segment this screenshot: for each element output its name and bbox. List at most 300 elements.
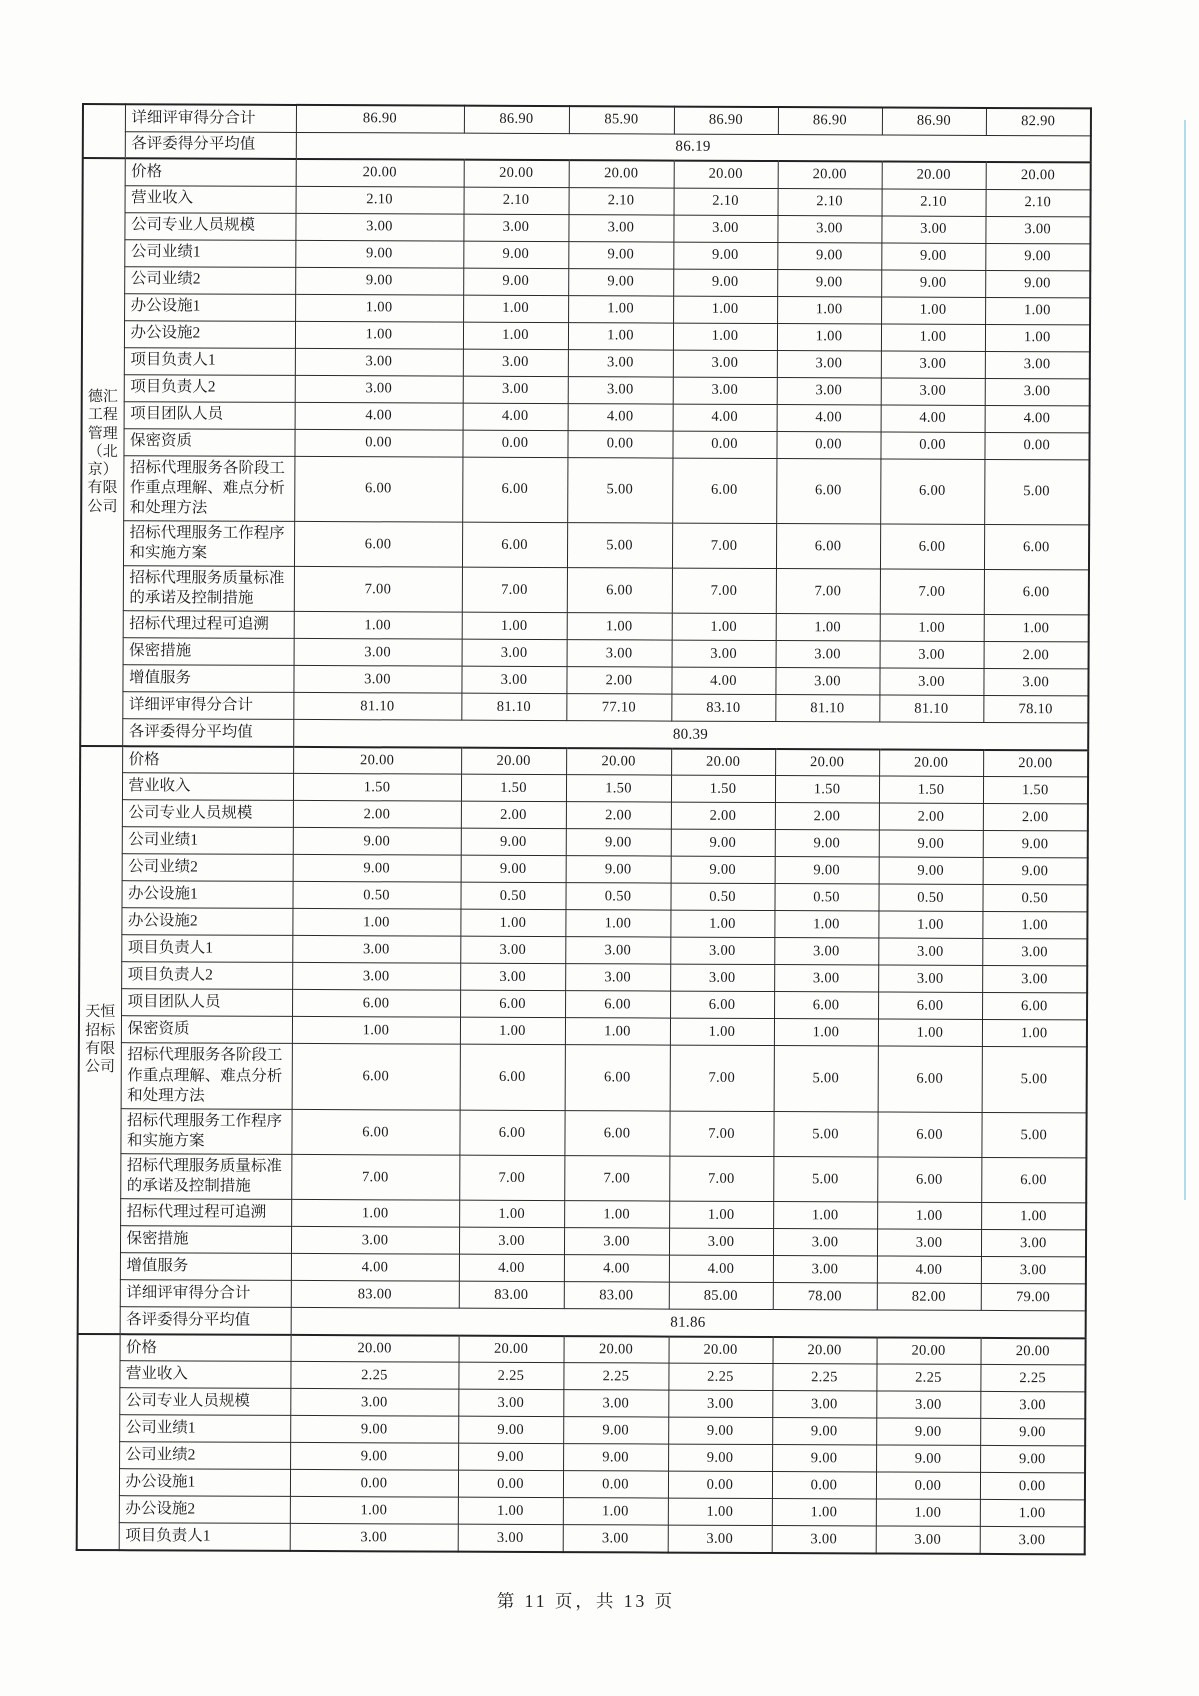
- score-cell: 2.00: [879, 803, 983, 830]
- criteria-label-cell: 招标代理过程可追溯: [120, 1199, 291, 1227]
- score-cell: 3.00: [290, 1389, 458, 1417]
- score-cell: 0.00: [776, 431, 880, 458]
- score-cell: 3.00: [293, 666, 461, 694]
- score-cell: 0.50: [982, 885, 1087, 912]
- score-cell: 3.00: [881, 215, 985, 242]
- score-cell: 1.00: [292, 909, 460, 937]
- score-cell: 7.00: [459, 1155, 564, 1201]
- criteria-label-cell: 价格: [120, 1334, 291, 1362]
- score-cell: 1.00: [292, 1017, 460, 1045]
- average-score-cell: 86.19: [296, 132, 1091, 162]
- score-cell: 4.00: [568, 403, 673, 430]
- score-cell: 3.00: [773, 1229, 877, 1256]
- criteria-label-cell: 公司业绩2: [124, 266, 295, 294]
- score-cell: 9.00: [668, 1418, 772, 1445]
- score-cell: 1.00: [669, 1202, 773, 1229]
- score-cell: 1.00: [878, 911, 982, 938]
- score-cell: 6.00: [776, 458, 880, 524]
- score-cell: 6.00: [565, 1045, 670, 1111]
- score-cell: 20.00: [882, 161, 986, 188]
- score-cell: 1.00: [985, 324, 1090, 351]
- score-cell: 3.00: [981, 1257, 1086, 1284]
- score-cell: 2.00: [566, 667, 671, 694]
- score-cell: 3.00: [980, 1392, 1085, 1419]
- score-cell: 1.00: [777, 296, 881, 323]
- score-cell: 1.00: [565, 1018, 670, 1045]
- score-cell: 6.00: [460, 1045, 565, 1111]
- score-cell: 6.00: [294, 456, 462, 522]
- score-cell: 20.00: [293, 747, 461, 775]
- score-cell: 86.90: [674, 107, 778, 134]
- score-cell: 3.00: [565, 937, 670, 964]
- table-row: [79, 1043, 1087, 1113]
- score-cell: 2.10: [986, 189, 1091, 216]
- score-cell: 1.00: [294, 612, 462, 640]
- score-cell: 3.00: [563, 1525, 668, 1552]
- score-cell: 9.00: [566, 829, 671, 856]
- score-cell: 3.00: [564, 1228, 669, 1255]
- score-cell: 0.00: [772, 1472, 876, 1499]
- score-cell: 6.00: [877, 1112, 981, 1158]
- score-cell: 2.25: [876, 1364, 980, 1391]
- score-cell: 6.00: [564, 1111, 669, 1157]
- criteria-label-cell: 招标代理服务各阶段工作重点理解、难点分析和处理方法: [123, 455, 294, 521]
- score-cell: 6.00: [459, 1110, 564, 1156]
- score-cell: 9.00: [876, 1418, 980, 1445]
- score-cell: 20.00: [566, 748, 671, 775]
- score-cell: 1.00: [458, 1498, 563, 1525]
- score-cell: 1.50: [293, 774, 461, 802]
- score-cell: 6.00: [567, 568, 672, 614]
- criteria-label-cell: 公司业绩2: [119, 1442, 290, 1470]
- score-cell: 3.00: [462, 640, 567, 667]
- criteria-label-cell: 项目团队人员: [124, 401, 295, 429]
- score-cell: 9.00: [777, 269, 881, 296]
- score-cell: 9.00: [461, 829, 566, 856]
- score-cell: 6.00: [462, 457, 567, 523]
- score-cell: 20.00: [671, 749, 775, 776]
- score-cell: 1.00: [982, 1020, 1087, 1047]
- score-cell: 1.00: [460, 910, 565, 937]
- score-cell: 9.00: [985, 243, 1090, 270]
- score-cell: 9.00: [673, 242, 777, 269]
- score-cell: 20.00: [983, 750, 1088, 777]
- score-cell: 9.00: [293, 855, 461, 883]
- score-cell: 6.00: [292, 1044, 460, 1110]
- score-cell: 1.00: [462, 613, 567, 640]
- score-cell: 4.00: [881, 404, 985, 431]
- score-cell: 1.00: [880, 614, 984, 641]
- score-cell: 1.00: [568, 295, 673, 322]
- criteria-label-cell: 详细评审得分合计: [125, 104, 296, 132]
- score-cell: 20.00: [778, 161, 882, 188]
- score-cell: 6.00: [292, 990, 460, 1018]
- score-cell: 7.00: [880, 569, 984, 615]
- score-cell: 1.00: [982, 912, 1087, 939]
- score-cell: 20.00: [569, 160, 674, 187]
- score-cell: 3.00: [568, 349, 673, 376]
- score-cell: 5.00: [773, 1157, 877, 1203]
- score-cell: 20.00: [773, 1337, 877, 1364]
- score-cell: 3.00: [291, 1227, 459, 1255]
- score-cell: 9.00: [458, 1417, 563, 1444]
- score-cell: 1.00: [878, 1019, 982, 1046]
- criteria-label-cell: 公司专业人员规模: [119, 1388, 290, 1416]
- criteria-label-cell: 保密资质: [123, 428, 294, 456]
- score-cell: 85.90: [569, 106, 674, 133]
- score-cell: 6.00: [774, 992, 878, 1019]
- score-cell: 3.00: [981, 1230, 1086, 1257]
- score-cell: 4.00: [463, 403, 568, 430]
- score-cell: 2.10: [882, 188, 986, 215]
- table-row: [81, 566, 1089, 616]
- score-cell: 5.00: [773, 1111, 877, 1157]
- score-cell: 7.00: [672, 523, 776, 569]
- criteria-label-cell: 办公设施1: [119, 1469, 290, 1497]
- score-cell: 86.90: [296, 105, 464, 133]
- criteria-label-cell: 详细评审得分合计: [122, 692, 293, 720]
- score-cell: 4.00: [459, 1255, 564, 1282]
- score-cell: 5.00: [567, 523, 672, 569]
- score-cell: 83.00: [564, 1282, 669, 1309]
- score-cell: 7.00: [670, 1046, 774, 1112]
- score-cell: 1.00: [777, 323, 881, 350]
- score-cell: 9.00: [463, 268, 568, 295]
- score-cell: 3.00: [668, 1391, 772, 1418]
- criteria-label-cell: 办公设施2: [119, 1496, 290, 1524]
- score-cell: 9.00: [668, 1445, 772, 1472]
- score-cell: 3.00: [568, 376, 673, 403]
- score-cell: 6.00: [982, 993, 1087, 1020]
- score-cell: 3.00: [982, 966, 1087, 993]
- score-cell: 2.25: [772, 1364, 876, 1391]
- score-cell: 3.00: [565, 964, 670, 991]
- score-cell: 81.10: [775, 695, 879, 722]
- score-cell: 3.00: [567, 640, 672, 667]
- criteria-label-cell: 营业收入: [119, 1361, 290, 1389]
- criteria-label-cell: 办公设施1: [121, 881, 292, 909]
- score-cell: 1.50: [775, 776, 879, 803]
- score-cell: 20.00: [564, 1336, 669, 1363]
- score-cell: 20.00: [674, 161, 778, 188]
- score-cell: 4.00: [564, 1255, 669, 1282]
- score-cell: 1.00: [670, 1019, 774, 1046]
- score-cell: 1.00: [774, 911, 878, 938]
- score-cell: 3.00: [878, 938, 982, 965]
- score-cell: 9.00: [458, 1444, 563, 1471]
- score-cell: 3.00: [881, 377, 985, 404]
- score-cell: 1.00: [668, 1499, 772, 1526]
- criteria-label-cell: 办公设施2: [124, 320, 295, 348]
- score-cell: 3.00: [568, 214, 673, 241]
- score-cell: 9.00: [566, 856, 671, 883]
- score-cell: 86.90: [882, 107, 986, 134]
- score-cell: 3.00: [985, 378, 1090, 405]
- table-row: [81, 455, 1089, 525]
- score-cell: 2.25: [668, 1364, 772, 1391]
- score-cell: 1.00: [877, 1202, 981, 1229]
- criteria-label-cell: 各评委得分平均值: [122, 719, 293, 747]
- score-cell: 9.00: [983, 831, 1088, 858]
- score-cell: 3.00: [463, 376, 568, 403]
- criteria-label-cell: 各评委得分平均值: [120, 1307, 291, 1335]
- score-cell: 20.00: [464, 160, 569, 187]
- score-cell: 6.00: [878, 1046, 982, 1112]
- score-cell: 3.00: [772, 1526, 876, 1553]
- scan-edge-artifact: [1184, 120, 1186, 1200]
- score-cell: 0.00: [290, 1470, 458, 1498]
- score-cell: 0.00: [984, 432, 1089, 459]
- score-cell: 83.00: [291, 1281, 459, 1309]
- score-cell: 1.50: [879, 776, 983, 803]
- score-cell: 3.00: [980, 1527, 1085, 1554]
- score-cell: 0.00: [462, 430, 567, 457]
- score-cell: 6.00: [880, 458, 984, 524]
- score-cell: 1.00: [772, 1499, 876, 1526]
- score-cell: 3.00: [880, 641, 984, 668]
- score-cell: 7.00: [564, 1156, 669, 1202]
- score-cell: 9.00: [293, 828, 461, 856]
- score-cell: 7.00: [291, 1155, 459, 1201]
- score-cell: 9.00: [563, 1444, 668, 1471]
- score-cell: 9.00: [772, 1418, 876, 1445]
- score-cell: 2.00: [461, 802, 566, 829]
- score-cell: 0.00: [672, 431, 776, 458]
- score-cell: 0.00: [458, 1471, 563, 1498]
- score-cell: 1.00: [563, 1498, 668, 1525]
- score-cell: 77.10: [566, 694, 671, 721]
- score-cell: 2.25: [290, 1362, 458, 1390]
- score-cell: 6.00: [670, 992, 774, 1019]
- score-cell: 9.00: [775, 830, 879, 857]
- score-cell: 5.00: [984, 459, 1089, 525]
- score-cell: 0.50: [774, 884, 878, 911]
- score-cell: 1.00: [295, 321, 463, 349]
- score-cell: 6.00: [981, 1158, 1086, 1204]
- score-cell: 3.00: [881, 350, 985, 377]
- score-cell: 3.00: [673, 215, 777, 242]
- score-cell: 3.00: [563, 1390, 668, 1417]
- score-cell: 3.00: [460, 937, 565, 964]
- score-cell: 6.00: [462, 522, 567, 568]
- score-cell: 20.00: [775, 749, 879, 776]
- score-cell: 5.00: [982, 1047, 1087, 1113]
- score-cell: 82.90: [986, 108, 1091, 135]
- score-cell: 85.00: [669, 1283, 773, 1310]
- score-cell: 2.10: [674, 188, 778, 215]
- score-cell: 1.00: [980, 1500, 1085, 1527]
- score-cell: 9.00: [980, 1419, 1085, 1446]
- score-cell: 81.10: [879, 695, 983, 722]
- score-cell: 78.00: [773, 1283, 877, 1310]
- score-cell: 20.00: [981, 1338, 1086, 1365]
- criteria-label-cell: 项目负责人1: [119, 1523, 290, 1551]
- score-cell: 3.00: [458, 1390, 563, 1417]
- score-cell: 3.00: [459, 1228, 564, 1255]
- score-cell: 2.25: [980, 1365, 1085, 1392]
- score-cell: 3.00: [774, 965, 878, 992]
- criteria-label-cell: 保密资质: [121, 1016, 292, 1044]
- criteria-label-cell: 招标代理服务各阶段工作重点理解、难点分析和处理方法: [121, 1043, 292, 1109]
- score-cell: 1.00: [290, 1497, 458, 1525]
- score-cell: 2.00: [775, 803, 879, 830]
- criteria-label-cell: 招标代理服务质量标准的承诺及控制措施: [123, 566, 294, 612]
- criteria-label-cell: 办公设施2: [121, 908, 292, 936]
- score-cell: 83.10: [671, 695, 775, 722]
- criteria-label-cell: 详细评审得分合计: [120, 1280, 291, 1308]
- score-cell: 3.00: [670, 965, 774, 992]
- score-cell: 20.00: [877, 1337, 981, 1364]
- score-cell: 9.00: [985, 270, 1090, 297]
- score-cell: 1.00: [985, 297, 1090, 324]
- score-cell: 6.00: [878, 992, 982, 1019]
- score-cell: 2.00: [984, 642, 1089, 669]
- score-cell: 4.00: [985, 405, 1090, 432]
- score-cell: 7.00: [672, 568, 776, 614]
- criteria-label-cell: 招标代理服务质量标准的承诺及控制措施: [120, 1154, 291, 1200]
- criteria-label-cell: 公司业绩2: [122, 854, 293, 882]
- score-cell: 1.00: [459, 1201, 564, 1228]
- criteria-label-cell: 公司专业人员规模: [122, 800, 293, 828]
- criteria-label-cell: 公司专业人员规模: [124, 212, 295, 240]
- score-cell: 2.00: [671, 803, 775, 830]
- score-cell: 3.00: [294, 639, 462, 667]
- score-cell: 9.00: [290, 1443, 458, 1471]
- score-cell: 0.50: [460, 883, 565, 910]
- score-cell: 9.00: [980, 1446, 1085, 1473]
- criteria-label-cell: 价格: [125, 158, 296, 186]
- score-cell: 3.00: [777, 215, 881, 242]
- score-cell: 9.00: [881, 242, 985, 269]
- score-cell: 3.00: [877, 1229, 981, 1256]
- criteria-label-cell: 公司业绩1: [119, 1415, 290, 1443]
- score-cell: 9.00: [463, 241, 568, 268]
- score-cell: 1.00: [981, 1203, 1086, 1230]
- score-cell: 6.00: [294, 521, 462, 567]
- score-cell: 2.00: [566, 802, 671, 829]
- score-cell: 79.00: [981, 1284, 1086, 1311]
- score-cell: 3.00: [878, 965, 982, 992]
- criteria-label-cell: 项目团队人员: [121, 989, 292, 1017]
- score-cell: 9.00: [879, 857, 983, 884]
- score-cell: 2.25: [458, 1363, 563, 1390]
- page-number: 第 11 页，共 13 页: [496, 1591, 676, 1611]
- criteria-label-cell: 各评委得分平均值: [125, 131, 296, 159]
- score-cell: 0.50: [292, 882, 460, 910]
- score-cell: 3.00: [292, 936, 460, 964]
- score-cell: 20.00: [669, 1337, 773, 1364]
- score-cell: 3.00: [673, 377, 777, 404]
- score-cell: 3.00: [774, 938, 878, 965]
- score-cell: 1.00: [673, 296, 777, 323]
- score-cell: 7.00: [294, 567, 462, 613]
- company-name-cell: [83, 104, 125, 158]
- score-cell: 3.00: [985, 351, 1090, 378]
- table-row: [81, 520, 1089, 570]
- score-cell: 9.00: [673, 269, 777, 296]
- criteria-label-cell: 项目负责人2: [121, 962, 292, 990]
- score-cell: 3.00: [983, 669, 1088, 696]
- score-cell: 1.00: [291, 1200, 459, 1228]
- score-cell: 0.00: [668, 1472, 772, 1499]
- score-cell: 5.00: [774, 1046, 878, 1112]
- score-cell: 9.00: [671, 857, 775, 884]
- score-cell: 1.50: [983, 777, 1088, 804]
- score-cell: 9.00: [461, 856, 566, 883]
- score-cell: 2.10: [464, 187, 569, 214]
- score-cell: 1.00: [568, 322, 673, 349]
- score-cell: 0.00: [880, 431, 984, 458]
- score-cell: 9.00: [568, 241, 673, 268]
- criteria-label-cell: 保密措施: [123, 638, 294, 666]
- score-cell: 1.00: [670, 911, 774, 938]
- score-cell: 7.00: [669, 1156, 773, 1202]
- criteria-label-cell: 公司业绩1: [124, 239, 295, 267]
- criteria-label-cell: 招标代理服务工作程序和实施方案: [123, 521, 294, 567]
- score-cell: 9.00: [881, 269, 985, 296]
- score-cell: 86.90: [464, 106, 569, 133]
- score-cell: 3.00: [460, 964, 565, 991]
- score-cell: 2.00: [983, 804, 1088, 831]
- criteria-label-cell: 公司业绩1: [122, 827, 293, 855]
- score-cell: 3.00: [669, 1229, 773, 1256]
- score-cell: 6.00: [877, 1157, 981, 1203]
- score-cell: 0.00: [876, 1472, 980, 1499]
- score-cell: 7.00: [669, 1111, 773, 1157]
- score-cell: 3.00: [985, 216, 1090, 243]
- criteria-label-cell: 办公设施1: [124, 293, 295, 321]
- score-cell: 3.00: [777, 350, 881, 377]
- score-cell: 0.00: [567, 430, 672, 457]
- score-cell: 4.00: [877, 1256, 981, 1283]
- score-cell: 3.00: [773, 1256, 877, 1283]
- score-cell: 4.00: [291, 1254, 459, 1282]
- score-cell: 6.00: [565, 991, 670, 1018]
- score-cell: 20.00: [461, 748, 566, 775]
- score-cell: 6.00: [984, 524, 1089, 570]
- score-cell: 1.50: [671, 776, 775, 803]
- score-cell: 3.00: [295, 348, 463, 376]
- company-name-cell: 德汇 工程 管理 （北 京） 有限 公司: [80, 158, 125, 746]
- score-cell: 0.00: [563, 1471, 668, 1498]
- score-cell: 9.00: [563, 1417, 668, 1444]
- score-cell: 20.00: [291, 1335, 459, 1363]
- score-cell: 6.00: [984, 570, 1089, 616]
- score-cell: 1.00: [776, 614, 880, 641]
- score-cell: 1.00: [876, 1499, 980, 1526]
- score-cell: 20.00: [296, 159, 464, 187]
- score-cell: 9.00: [876, 1445, 980, 1472]
- score-cell: 6.00: [880, 524, 984, 570]
- score-cell: 83.00: [459, 1282, 564, 1309]
- score-cell: 20.00: [986, 162, 1091, 189]
- score-cell: 1.00: [984, 615, 1089, 642]
- score-cell: 3.00: [458, 1525, 563, 1552]
- score-cell: 1.00: [463, 295, 568, 322]
- score-cell: 4.00: [295, 402, 463, 430]
- score-cell: 7.00: [776, 569, 880, 615]
- score-cell: 3.00: [673, 350, 777, 377]
- score-cell: 4.00: [673, 404, 777, 431]
- average-score-cell: 80.39: [293, 720, 1088, 750]
- score-cell: 9.00: [568, 268, 673, 295]
- score-cell: 3.00: [772, 1391, 876, 1418]
- score-cell: 2.00: [293, 801, 461, 829]
- score-cell: 3.00: [777, 377, 881, 404]
- score-cell: 2.10: [296, 186, 464, 214]
- company-name-cell: [77, 1334, 120, 1550]
- score-cell: 0.50: [878, 884, 982, 911]
